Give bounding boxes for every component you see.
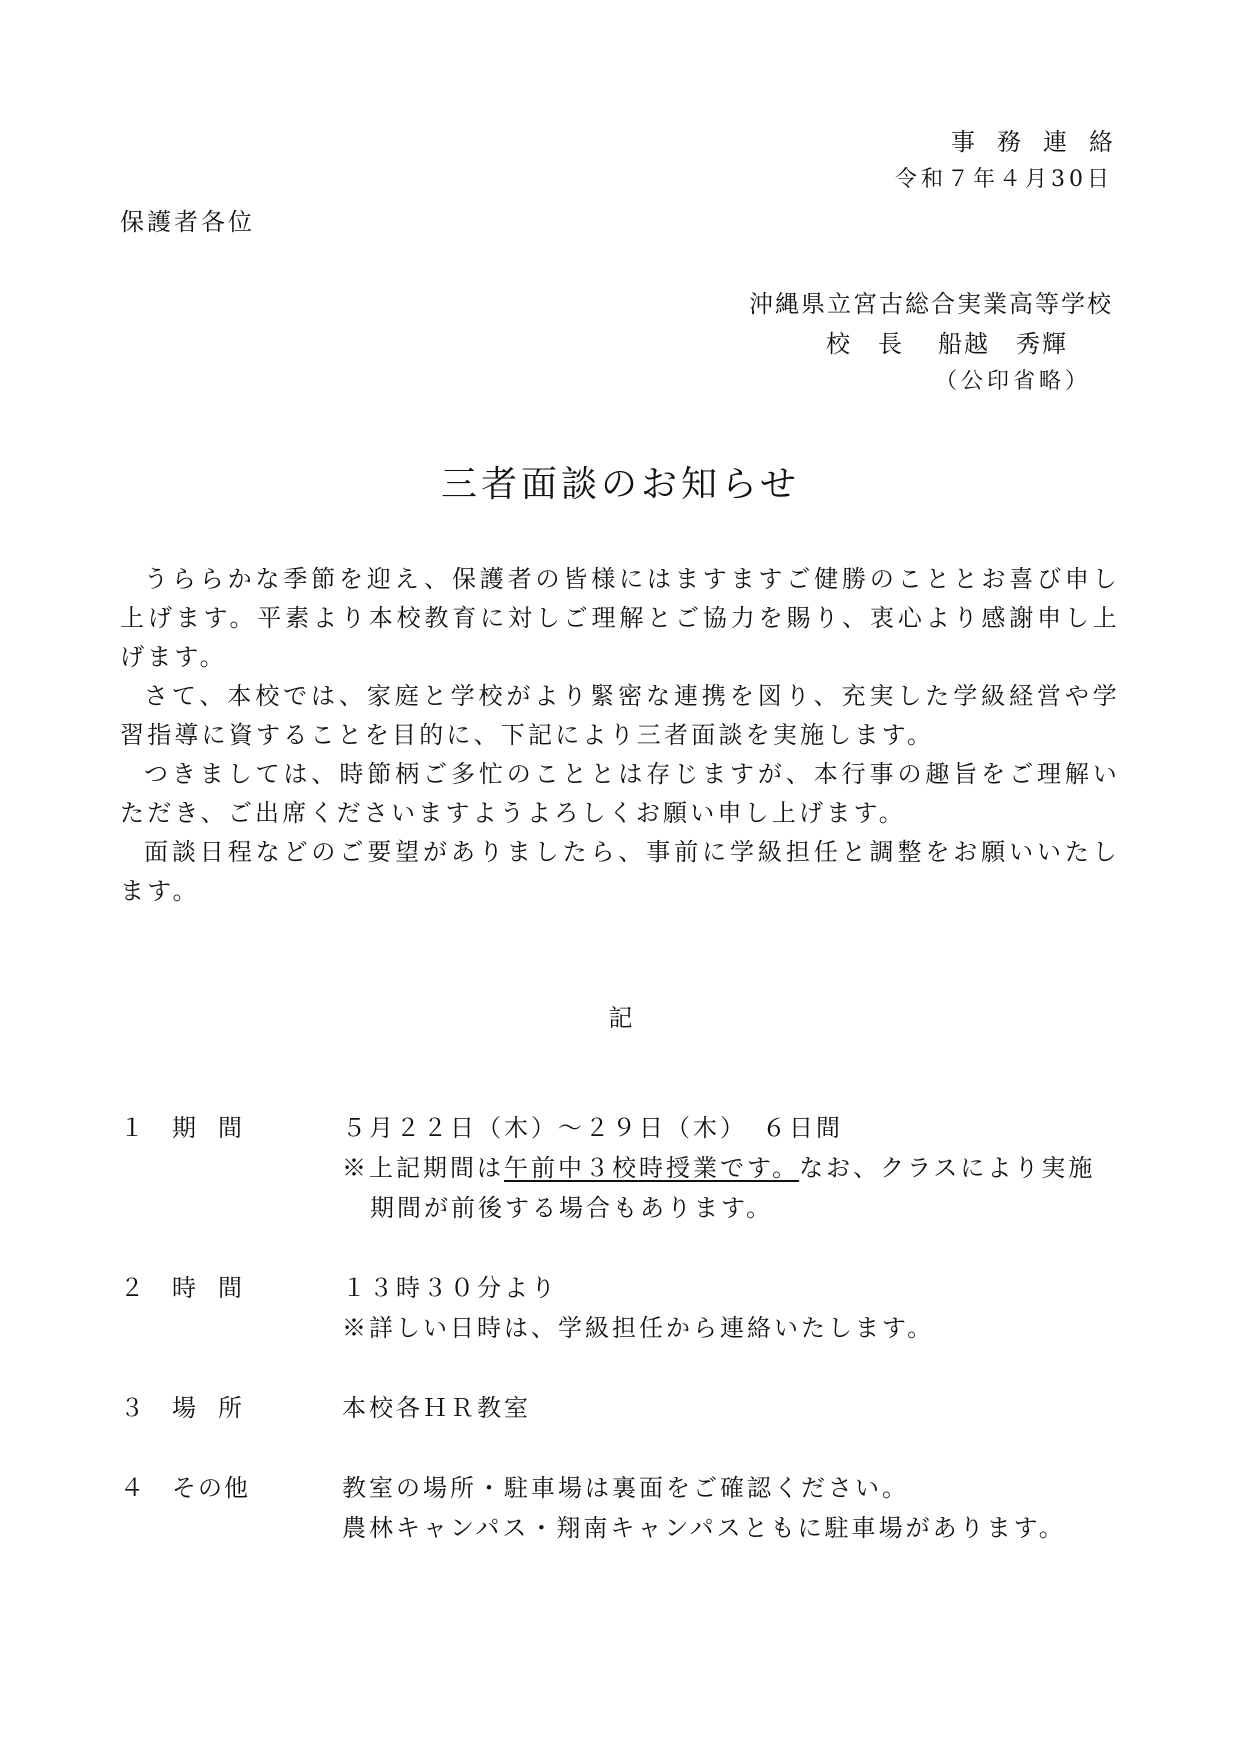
seal-note: （公印省略） (934, 369, 1091, 394)
note-suffix: なお、クラスにより実施 (799, 1154, 1096, 1182)
note-prefix: ※上記期間は (342, 1154, 504, 1182)
body-paragraph: さて、本校では、家庭と学校がより緊密な連携を図り、充実した学級経営や学習指導に資することを目的に、下記により三者面談を実施します。 (120, 682, 1120, 749)
principal-name: 船越 秀輝 (938, 330, 1068, 358)
document-date: 令和７年４月30日 (895, 167, 1113, 192)
principal-title: 校 長 (826, 330, 904, 358)
item-main: 本校各ＨＲ教室 (342, 1394, 531, 1422)
note-underlined: 午前中３校時授業です。 (504, 1154, 800, 1182)
ki-heading: 記 (608, 1004, 633, 1032)
notice-type: 事務連絡 (951, 128, 1135, 156)
item-content (342, 1388, 1132, 1428)
item-main: 教室の場所・駐車場は裏面をご確認ください。 (342, 1474, 909, 1502)
item-content (342, 1468, 1132, 1548)
body-paragraph: 面談日程などのご要望がありましたら、事前に学級担任と調整をお願いいたします。 (120, 838, 1120, 905)
item-number: ２ (120, 1274, 144, 1302)
addressee: 保護者各位 (120, 208, 255, 236)
item-main: １３時３０分より (342, 1274, 558, 1302)
item-main: ５月２２日（木）～２９日（木） ６日間 (342, 1114, 843, 1142)
item-note (342, 1148, 1132, 1188)
item-note: ※詳しい日時は、学級担任から連絡いたします。 (342, 1314, 935, 1342)
item-note: 農林キャンパス・翔南キャンパスともに駐車場があります。 (342, 1514, 1066, 1542)
item-note-continuation: 期間が前後する場合もあります。 (370, 1194, 774, 1222)
item-label: 期間 (172, 1114, 264, 1142)
item-number: １ (120, 1114, 144, 1142)
item-label: その他 (172, 1474, 250, 1502)
body-text (120, 560, 1120, 911)
school-name: 沖縄県立宮古総合実業高等学校 (749, 290, 1113, 318)
item-number: ４ (120, 1474, 144, 1502)
body-paragraph: つきましては、時節柄ご多忙のこととは存じますが、本行事の趣旨をご理解いただき、ご出席くださいますようよろしくお願い申し上げます。 (120, 760, 1120, 827)
principal-line (826, 324, 1068, 359)
body-paragraph: うららかな季節を迎え、保護者の皆様にはますますご健勝のこととお喜び申し上げます。平素より本校教育に対しご理解とご協力を賜り、衷心より感謝申し上げます。 (120, 565, 1120, 671)
item-content (342, 1268, 1132, 1348)
page-title: 三者面談のお知らせ (441, 464, 800, 505)
item-content (342, 1108, 1132, 1228)
item-number: ３ (120, 1394, 144, 1422)
item-label: 場所 (172, 1394, 264, 1422)
item-label: 時間 (172, 1274, 264, 1302)
